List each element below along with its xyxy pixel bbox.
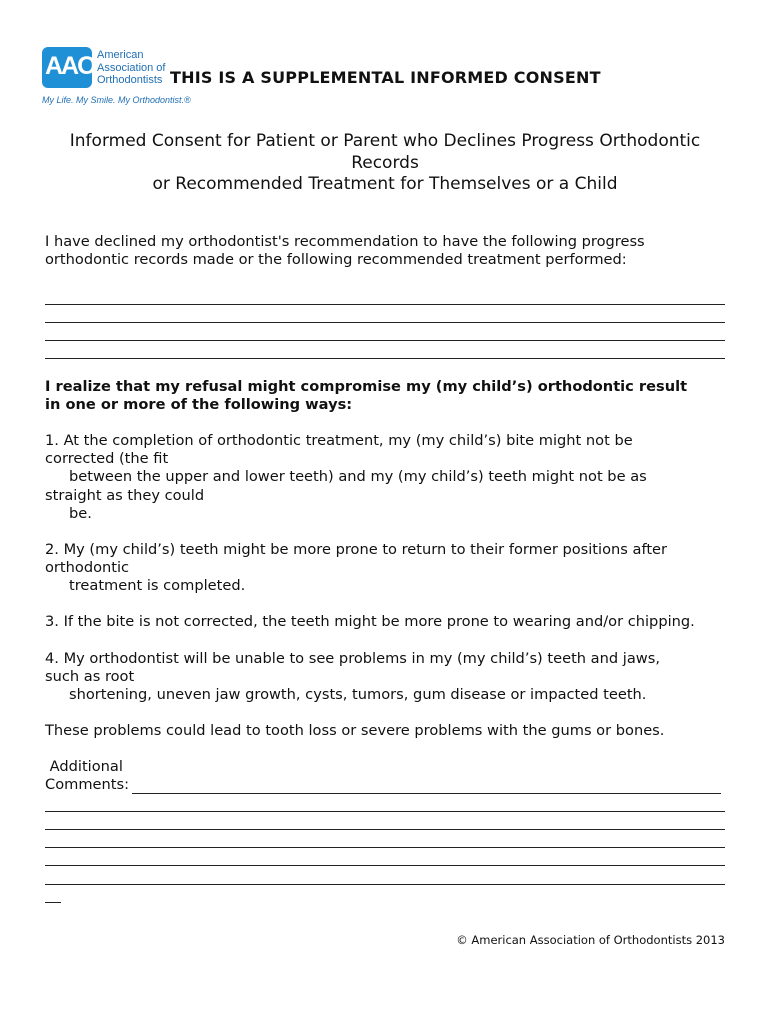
consequence-item-3: 3. If the bite is not corrected, the teeth might be more prone to wearing and/or chipping. (45, 613, 695, 630)
treatment-line-2[interactable] (45, 322, 725, 323)
document-heading: THIS IS A SUPPLEMENTAL INFORMED CONSENT (170, 68, 601, 87)
comments-line-5[interactable] (45, 884, 725, 885)
comments-line-2[interactable] (45, 829, 725, 830)
treatment-line-4[interactable] (45, 358, 725, 359)
problems-statement: These problems could lead to tooth loss or severe problems with the gums or bones. (45, 722, 665, 739)
comments-end-line (45, 902, 61, 903)
aao-logo-tagline: My Life. My Smile. My Orthodontist.® (42, 95, 191, 105)
comments-line-3[interactable] (45, 847, 725, 848)
additional-comments-label: Additional Comments: (45, 758, 130, 794)
intro-paragraph: I have declined my orthodontist's recommendation to have the following progress orthodontic records made or the following recommended treatment performed: (45, 233, 645, 269)
comments-line-0[interactable] (132, 793, 721, 794)
consequence-item-4: 4. My orthodontist will be unable to see problems in my (my child’s) teeth and jaws, such as root shortening, uneven jaw growth, cysts, tumors, gum disease or impacted teeth. (45, 650, 660, 704)
aao-logo (42, 44, 191, 110)
document-title: Informed Consent for Patient or Parent who Declines Progress Orthodontic Records or Recommended Treatment for Themselves or a Child (69, 131, 701, 194)
comments-line-1[interactable] (45, 811, 725, 812)
aao-logo-mark: AAO (42, 47, 92, 88)
treatment-line-1[interactable] (45, 304, 725, 305)
copyright-notice: © American Association of Orthodontists 2013 (456, 933, 725, 947)
treatment-line-3[interactable] (45, 340, 725, 341)
aao-logo-name: American Association of Orthodontists (97, 49, 166, 86)
comments-line-4[interactable] (45, 865, 725, 866)
consequence-item-2: 2. My (my child’s) teeth might be more prone to return to their former positions after orthodontic treatment is completed. (45, 541, 668, 595)
consequence-item-1: 1. At the completion of orthodontic treatment, my (my child’s) bite might not be corrected (the fit between the upper and lower teeth) and my (my child’s) teeth might not be as straight as they could be. (45, 432, 647, 522)
refusal-statement: I realize that my refusal might compromise my (my child’s) orthodontic result in one or more of the following ways: (45, 378, 688, 414)
